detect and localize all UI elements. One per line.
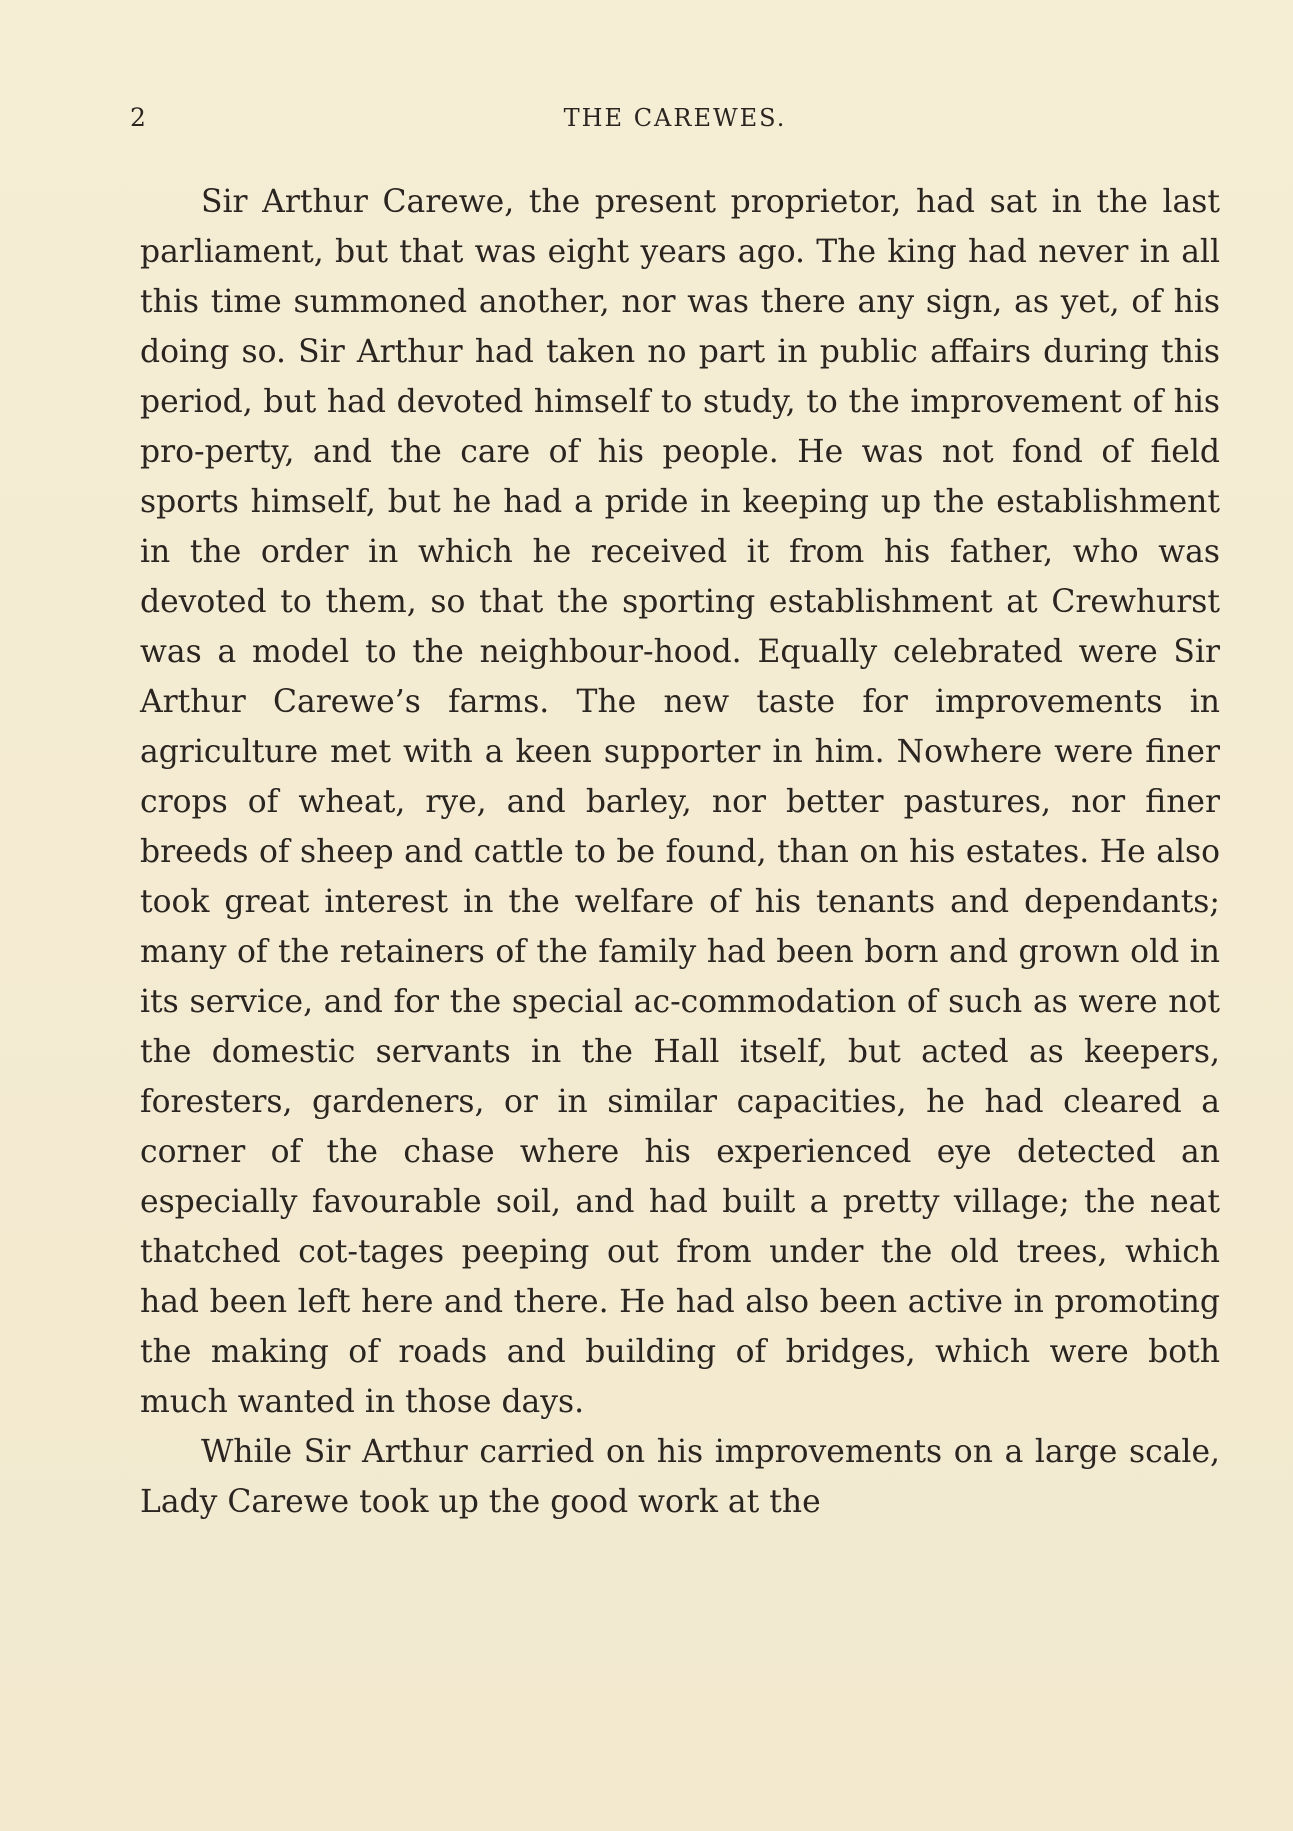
page-header [130, 103, 1220, 143]
page-number: 2 [130, 103, 147, 132]
paragraph: While Sir Arthur carried on his improvements on a large scale, Lady Carewe took up the good work at the [140, 1434, 1220, 1520]
body-text [140, 177, 1220, 1527]
running-title: THE CAREWES. [563, 104, 787, 132]
paragraph: Sir Arthur Carewe, the present proprietor, had sat in the last parliament, but that was eight years ago. The king had never in all this time summoned another, nor was there any sign, as yet, of his doing so. Sir Arthur had taken no part in public affairs during this period, but had devoted himself to study, to the improvement of his pro-perty, and the care of his people. He was not fond of field sports himself, but he had a pride in keeping up the establishment in the order in which he received it from his father, who was devoted to them, so that the sporting establishment at Crewhurst was a model to the neighbour-hood. Equally celebrated were Sir Arthur Carewe’s farms. The new taste for improvements in agriculture met with a keen supporter in him. Nowhere were finer crops of wheat, rye, and barley, nor better pastures, nor finer breeds of sheep and cattle to be found, than on his estates. He also took great interest in the welfare of his tenants and dependants; many of the retainers of the family had been born and grown old in its service, and for the special ac-commodation of such as were not the domestic servants in the Hall itself, but acted as keepers, foresters, gardeners, or in similar capacities, he had cleared a corner of the chase where his experienced eye detected an especially favourable soil, and had built a pretty village; the neat thatched cot-tages peeping out from under the old trees, which had been left here and there. He had also been active in promoting the making of roads and building of bridges, which were both much wanted in those days. [140, 184, 1220, 1420]
